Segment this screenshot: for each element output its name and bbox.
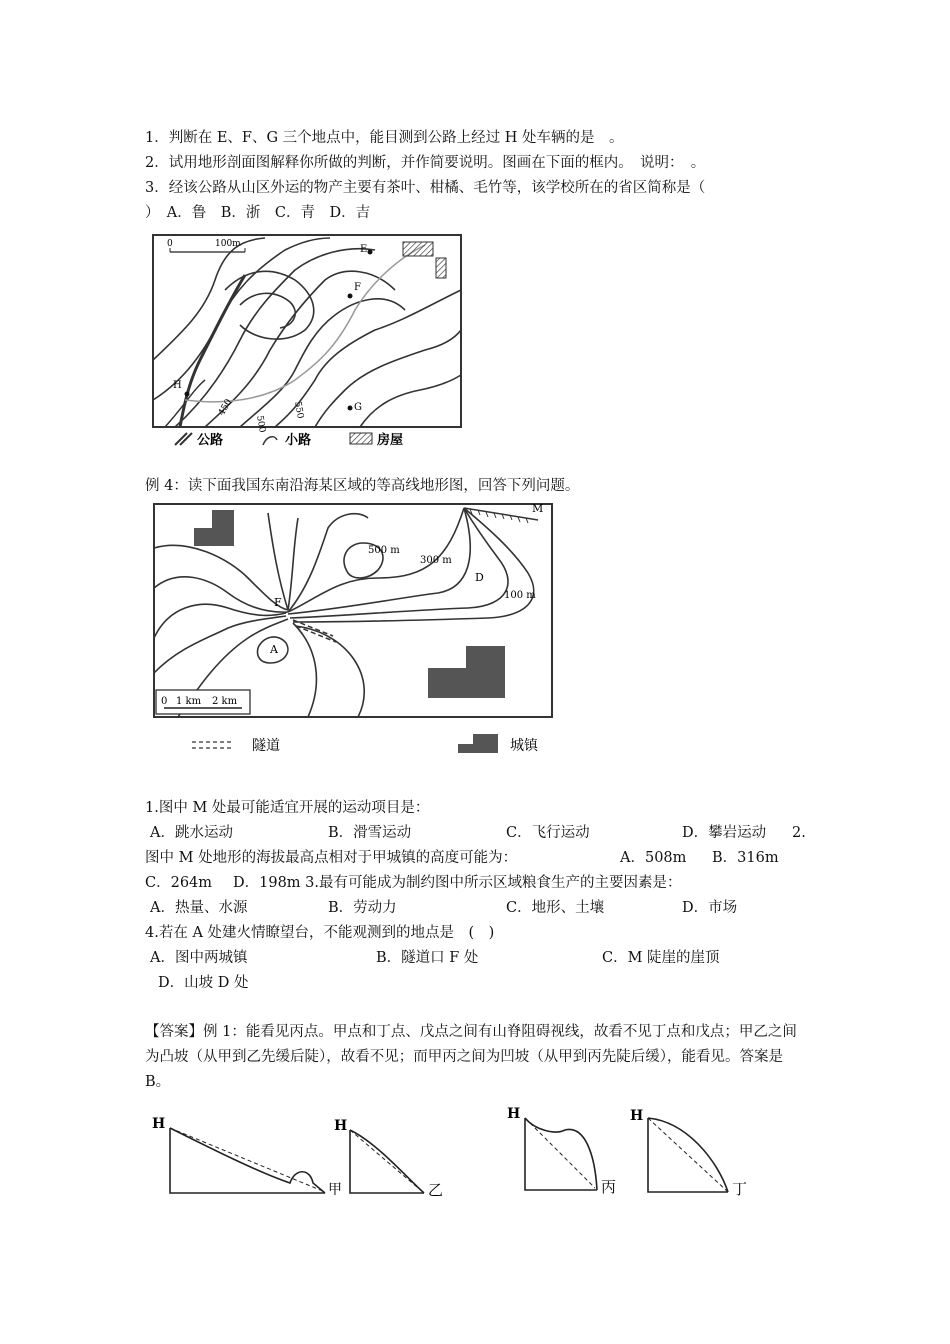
point-d: D bbox=[475, 571, 484, 584]
p2-q1-option-a: A．跳水运动 bbox=[150, 825, 233, 841]
p2-q3-option-d: D．市场 bbox=[682, 900, 738, 916]
point-f-2: F bbox=[274, 596, 282, 609]
p2-q4-option-b: B．隧道口 F 处 bbox=[376, 950, 479, 966]
p2-question-4-options bbox=[150, 946, 720, 970]
point-f: F bbox=[354, 282, 361, 293]
legend-road: 公路 bbox=[197, 433, 224, 448]
p2-q4-option-a: A．图中两城镇 bbox=[150, 950, 248, 966]
profile-yi bbox=[332, 1108, 452, 1198]
p2-question-4: 4.若在 A 处建火情瞭望台，不能观测到的地点是 ( ) bbox=[145, 925, 495, 941]
profile-ding-top: H bbox=[630, 1108, 644, 1124]
p2-question-1-options bbox=[150, 821, 806, 845]
p2-q2-option-c: C．264m bbox=[145, 875, 213, 891]
p2-question-2-number: 2. bbox=[792, 825, 806, 841]
topo-map-2 bbox=[148, 498, 558, 763]
contour-500: 500 bbox=[254, 414, 267, 434]
legend-tunnel: 隧道 bbox=[252, 738, 280, 754]
p2-question-1: 1.图中 M 处最可能适宜开展的运动项目是： bbox=[145, 800, 430, 816]
legend-path: 小路 bbox=[285, 433, 312, 448]
p2-q3-option-b: B．劳动力 bbox=[328, 900, 397, 916]
profile-bing bbox=[505, 1100, 625, 1200]
question-1: 1．判断在 E、F、G 三个地点中，能目测到公路上经过 H 处车辆的是 。 bbox=[145, 130, 624, 146]
legend-house: 房屋 bbox=[377, 433, 404, 448]
p2-q3-option-a: A．热量、水源 bbox=[150, 900, 248, 916]
p2-q2-option-b: B．316m bbox=[712, 850, 779, 866]
p2-q3-option-c: C．地形、土壤 bbox=[506, 900, 605, 916]
scale2-2km: 2 km bbox=[212, 696, 238, 707]
p2-q4-option-d: D．山坡 D 处 bbox=[158, 975, 249, 991]
profile-yi-end: 乙 bbox=[428, 1181, 444, 1198]
topo-map-1 bbox=[145, 230, 465, 460]
question-2: 2．试用地形剖面图解释你所做的判断，并作简要说明。图画在下面的框内。 说明： 。 bbox=[145, 155, 706, 171]
p2-q2-option-a: A．508m bbox=[620, 850, 687, 866]
question-3-a: 3．经该公路从山区外运的物产主要有茶叶、柑橘、毛竹等，该学校所在的省区简称是（ bbox=[145, 180, 706, 196]
answer-text: 【答案】例 1：能看见丙点。甲点和丁点、戊点之间有山脊阻碍视线，故看不见丁点和戊点；甲乙之间为凸坡（从甲到乙先缓后陡），故看不见；而甲丙之间为凹坡（从甲到丙先陡后缓），能看见。答案是 B。 bbox=[145, 1024, 797, 1090]
point-h: H bbox=[173, 380, 182, 391]
point-e: E bbox=[360, 244, 368, 255]
p2-question-2-line bbox=[145, 846, 779, 870]
profile-jia bbox=[150, 1108, 350, 1198]
profile-bing-top: H bbox=[507, 1106, 521, 1122]
scale-100m: 100m bbox=[215, 239, 241, 249]
profile-yi-top: H bbox=[334, 1118, 348, 1134]
p2-q1-option-c: C．飞行运动 bbox=[506, 825, 590, 841]
contour-100m: 100 m bbox=[504, 590, 536, 601]
p2-q2-option-d: D．198m bbox=[233, 875, 301, 891]
question-3-b: ） A．鲁 B．浙 C．青 D．吉 bbox=[145, 205, 371, 221]
profile-jia-end: 甲 bbox=[328, 1182, 342, 1198]
point-g: G bbox=[354, 402, 362, 413]
profile-ding bbox=[628, 1102, 768, 1202]
example-4-title: 例 4：读下面我国东南沿海某区域的等高线地形图，回答下列问题。 bbox=[145, 478, 580, 494]
legend-town: 城镇 bbox=[510, 738, 538, 754]
p2-question-3: 3.最有可能成为制约图中所示区域粮食生产的主要因素是： bbox=[305, 875, 682, 891]
contour-300m: 300 m bbox=[420, 555, 452, 566]
contour-500m: 500 m bbox=[368, 545, 400, 556]
scale-zero: 0 bbox=[167, 239, 173, 249]
point-m: M bbox=[532, 502, 544, 515]
point-a: A bbox=[270, 643, 278, 656]
p2-question-3-options bbox=[150, 896, 737, 920]
profile-jia-top: H bbox=[152, 1116, 166, 1132]
p2-question-3-line bbox=[145, 871, 682, 895]
p2-q1-option-b: B．滑雪运动 bbox=[328, 825, 412, 841]
contour-550: 550 bbox=[292, 400, 305, 420]
contour-450: 450 bbox=[216, 397, 235, 418]
scale2-1km: 1 km bbox=[176, 696, 202, 707]
scale2-zero: 0 bbox=[161, 696, 168, 707]
p2-q4-option-c: C．M 陡崖的崖顶 bbox=[602, 950, 720, 966]
profile-ding-end: 丁 bbox=[732, 1180, 748, 1198]
p2-q1-option-d: D．攀岩运动 bbox=[682, 825, 767, 841]
profile-bing-end: 丙 bbox=[601, 1178, 617, 1196]
p2-question-2: 图中 M 处地形的海拔最高点相对于甲城镇的高度可能为： bbox=[145, 850, 518, 866]
